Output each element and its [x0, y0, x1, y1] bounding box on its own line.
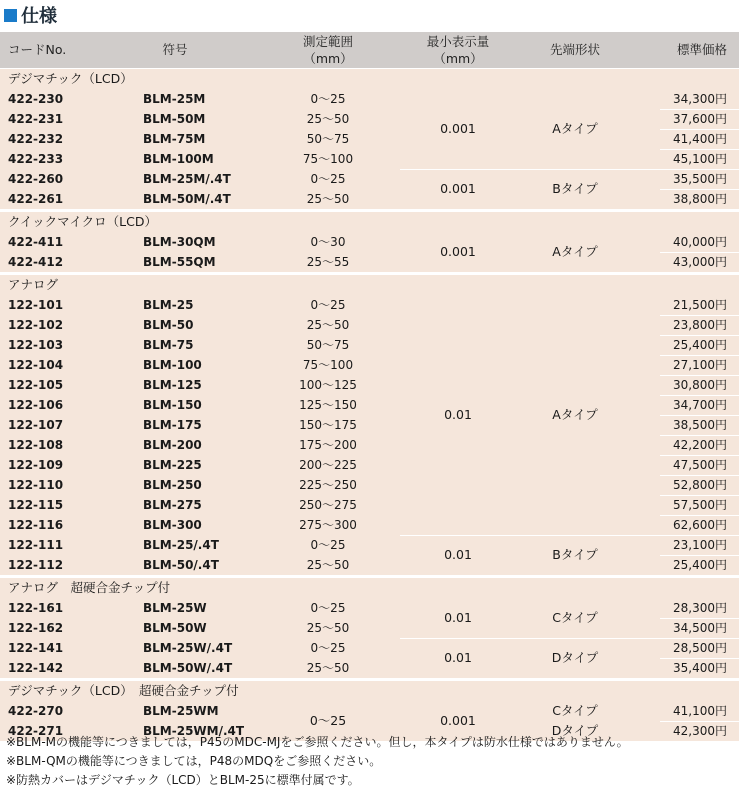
range-cell: 50～75 [306, 132, 350, 146]
range-cell: 275～300 [299, 518, 357, 532]
price-cell: 25,400円 [673, 338, 727, 352]
price-cell: 47,500円 [673, 458, 727, 472]
header-resolution-line2: （mm） [433, 51, 483, 66]
price-cell: 23,100円 [673, 538, 727, 552]
price-cell: 52,800円 [673, 478, 727, 492]
category-label: クイックマイクロ（LCD） [8, 214, 157, 229]
price-cell: 42,200円 [673, 438, 727, 452]
range-cell: 25～50 [306, 661, 350, 675]
price-cell: 23,800円 [673, 318, 727, 332]
code-cell: 122-115 [8, 498, 64, 512]
range-cell: 225～250 [299, 478, 357, 492]
spec-table [0, 69, 739, 738]
range-cell: 25～50 [306, 558, 350, 572]
price-cell: 25,400円 [673, 558, 727, 572]
code-cell: 422-232 [8, 132, 64, 146]
header-price: 標準価格 [676, 42, 727, 57]
symbol-cell: BLM-75M [143, 132, 206, 146]
code-cell: 422-270 [8, 704, 64, 718]
code-cell: 422-231 [8, 112, 64, 126]
range-cell: 50～75 [306, 338, 350, 352]
range-cell: 25～50 [306, 192, 350, 206]
range-cell: 0～25 [310, 641, 346, 655]
header-symbol: 符号 [162, 42, 188, 57]
range-cell: 25～55 [306, 255, 350, 269]
price-cell: 34,700円 [673, 398, 727, 412]
price-cell: 35,400円 [673, 661, 727, 675]
code-cell: 122-111 [8, 538, 64, 552]
range-cell: 0～25 [310, 92, 346, 106]
price-cell: 30,800円 [673, 378, 727, 392]
range-cell: 0～25 [310, 538, 346, 552]
tip-cell: Aタイプ [552, 244, 598, 259]
symbol-cell: BLM-55QM [143, 255, 216, 269]
symbol-cell: BLM-50 [143, 318, 194, 332]
symbol-cell: BLM-50W/.4T [143, 661, 233, 675]
code-cell: 122-108 [8, 438, 64, 452]
header-resolution-line1: 最小表示量 [426, 34, 490, 49]
range-cell: 75～100 [302, 152, 354, 166]
price-cell: 35,500円 [673, 172, 727, 186]
code-cell: 122-110 [8, 478, 64, 492]
price-cell: 42,300円 [673, 724, 727, 738]
range-cell: 0～25 [309, 713, 347, 728]
section-band [0, 69, 739, 209]
code-cell: 422-260 [8, 172, 64, 186]
tip-cell: Dタイプ [551, 650, 599, 665]
code-cell: 122-109 [8, 458, 64, 472]
symbol-cell: BLM-25WM/.4T [143, 724, 245, 738]
range-cell: 25～50 [306, 621, 350, 635]
code-cell: 122-102 [8, 318, 64, 332]
tip-cell: Aタイプ [552, 407, 598, 422]
symbol-cell: BLM-25M/.4T [143, 172, 231, 186]
price-cell: 21,500円 [673, 298, 727, 312]
symbol-cell: BLM-150 [143, 398, 202, 412]
section-band [0, 275, 739, 575]
code-cell: 422-261 [8, 192, 64, 206]
code-cell: 122-101 [8, 298, 64, 312]
resolution-cell: 0.01 [444, 610, 472, 625]
tip-cell: Cタイプ [552, 703, 598, 718]
section-title [4, 2, 57, 28]
code-cell: 122-161 [8, 601, 64, 615]
symbol-cell: BLM-50W [143, 621, 207, 635]
category-label: デジマチック（LCD） [8, 71, 133, 86]
code-cell: 122-104 [8, 358, 64, 372]
symbol-cell: BLM-225 [143, 458, 202, 472]
code-cell: 122-142 [8, 661, 64, 675]
tip-cell: Bタイプ [552, 181, 598, 196]
resolution-cell: 0.001 [440, 244, 476, 259]
code-cell: 122-103 [8, 338, 64, 352]
tip-cell: Bタイプ [552, 547, 598, 562]
price-cell: 38,800円 [673, 192, 727, 206]
header-range [283, 33, 373, 67]
range-cell: 25～50 [306, 318, 350, 332]
symbol-cell: BLM-50M [143, 112, 206, 126]
code-cell: 422-271 [8, 724, 64, 738]
price-cell: 57,500円 [673, 498, 727, 512]
symbol-cell: BLM-25M [143, 92, 206, 106]
range-cell: 200～225 [299, 458, 357, 472]
header-code: コードNo. [8, 42, 67, 57]
code-cell: 122-141 [8, 641, 64, 655]
range-cell: 250～275 [299, 498, 357, 512]
range-cell: 0～25 [310, 172, 346, 186]
range-cell: 0～25 [310, 298, 346, 312]
table-header [0, 32, 739, 68]
section-title-text: 仕様 [21, 6, 57, 27]
code-cell: 422-411 [8, 235, 64, 249]
price-cell: 28,300円 [673, 601, 727, 615]
range-cell: 175～200 [299, 438, 357, 452]
price-cell: 43,000円 [673, 255, 727, 269]
resolution-cell: 0.001 [440, 713, 476, 728]
price-cell: 28,500円 [673, 641, 727, 655]
category-label: アナログ [8, 277, 59, 292]
symbol-cell: BLM-200 [143, 438, 202, 452]
symbol-cell: BLM-275 [143, 498, 202, 512]
range-cell: 0～25 [310, 601, 346, 615]
price-cell: 37,600円 [673, 112, 727, 126]
symbol-cell: BLM-25W [143, 601, 207, 615]
header-range-line2: （mm） [303, 51, 353, 66]
code-cell: 122-106 [8, 398, 64, 412]
price-cell: 40,000円 [673, 235, 727, 249]
tip-cell: Dタイプ [551, 723, 599, 738]
resolution-cell: 0.01 [444, 407, 472, 422]
code-cell: 422-233 [8, 152, 64, 166]
range-cell: 75～100 [302, 358, 354, 372]
symbol-cell: BLM-25 [143, 298, 194, 312]
symbol-cell: BLM-250 [143, 478, 202, 492]
symbol-cell: BLM-50/.4T [143, 558, 219, 572]
resolution-cell: 0.001 [440, 121, 476, 136]
note-1: ※BLM-Mの機能等につきましては，P45のMDC-MJをご参照ください。但し，本タイプは防水仕様ではありません。 [6, 735, 629, 749]
price-cell: 45,100円 [673, 152, 727, 166]
category-label: アナログ 超硬合金チップ付 [8, 580, 171, 595]
note-2: ※BLM-QMの機能等につきましては，P48のMDQをご参照ください。 [6, 754, 382, 768]
category-label: デジマチック（LCD） 超硬合金チップ付 [8, 683, 239, 698]
code-cell: 122-116 [8, 518, 64, 532]
code-cell: 122-162 [8, 621, 64, 635]
symbol-cell: BLM-25WM [143, 704, 219, 718]
code-cell: 122-105 [8, 378, 64, 392]
symbol-cell: BLM-100 [143, 358, 202, 372]
range-cell: 150～175 [299, 418, 357, 432]
price-cell: 62,600円 [673, 518, 727, 532]
symbol-cell: BLM-125 [143, 378, 202, 392]
code-cell: 422-230 [8, 92, 64, 106]
resolution-cell: 0.01 [444, 547, 472, 562]
header-tip: 先端形状 [549, 42, 600, 57]
price-cell: 34,300円 [673, 92, 727, 106]
header-resolution [412, 33, 504, 67]
symbol-cell: BLM-300 [143, 518, 202, 532]
range-cell: 25～50 [306, 112, 350, 126]
symbol-cell: BLM-25W/.4T [143, 641, 233, 655]
notes [6, 733, 629, 790]
price-cell: 41,100円 [673, 704, 727, 718]
range-cell: 125～150 [299, 398, 357, 412]
tip-cell: Aタイプ [552, 121, 598, 136]
symbol-cell: BLM-175 [143, 418, 202, 432]
code-cell: 122-107 [8, 418, 64, 432]
symbol-cell: BLM-100M [143, 152, 214, 166]
price-cell: 34,500円 [673, 621, 727, 635]
resolution-cell: 0.001 [440, 181, 476, 196]
range-cell: 100～125 [299, 378, 357, 392]
range-cell: 0～30 [310, 235, 346, 249]
header-range-line1: 測定範囲 [302, 34, 353, 49]
price-cell: 41,400円 [673, 132, 727, 146]
symbol-cell: BLM-25/.4T [143, 538, 219, 552]
symbol-cell: BLM-30QM [143, 235, 216, 249]
symbol-cell: BLM-50M/.4T [143, 192, 231, 206]
code-cell: 122-112 [8, 558, 64, 572]
symbol-cell: BLM-75 [143, 338, 194, 352]
price-cell: 38,500円 [673, 418, 727, 432]
square-bullet-icon [4, 9, 17, 22]
note-3: ※防熱カバーはデジマチック（LCD）とBLM-25に標準付属です。 [6, 773, 360, 787]
resolution-cell: 0.01 [444, 650, 472, 665]
price-cell: 27,100円 [673, 358, 727, 372]
code-cell: 422-412 [8, 255, 64, 269]
tip-cell: Cタイプ [552, 610, 598, 625]
